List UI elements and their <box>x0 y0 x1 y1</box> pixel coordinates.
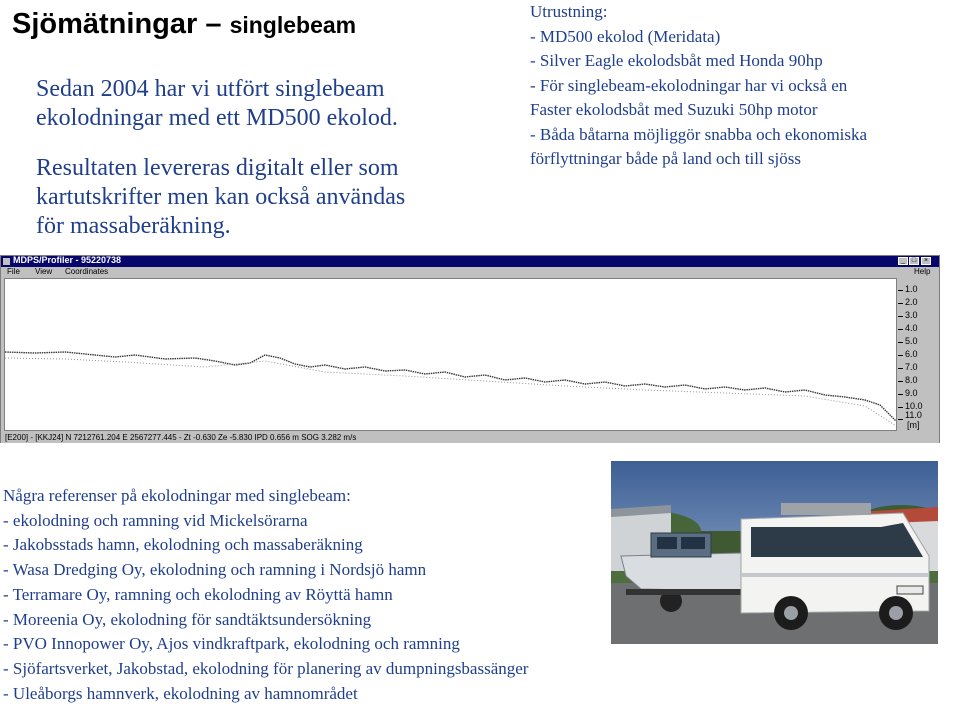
scale-tick-label: 4.0 <box>905 323 918 333</box>
depth-profile-secondary-line <box>5 358 896 426</box>
photo-illustration <box>611 461 938 644</box>
equipment-item: - Silver Eagle ekolodsbåt med Honda 90hp <box>530 51 823 70</box>
title-dash: – <box>197 8 230 40</box>
maximize-icon[interactable]: □ <box>909 257 919 265</box>
scale-tick-label: 6.0 <box>905 349 918 359</box>
scale-tick-mark <box>898 342 903 343</box>
close-icon[interactable]: × <box>921 257 931 265</box>
reference-item: - Uleåborgs hamnverk, ekolodning av hamnområdet <box>3 683 358 703</box>
scale-unit: [m] <box>907 420 920 430</box>
depth-scale <box>898 278 938 431</box>
intro-paragraph-1 <box>36 75 398 133</box>
intro-line: Resultaten levereras digitalt eller som <box>36 155 399 181</box>
intro-line: för massaberäkning. <box>36 213 231 239</box>
depth-profile-plot <box>4 278 897 431</box>
scale-tick-mark <box>898 355 903 356</box>
intro-paragraph-2 <box>36 154 405 241</box>
scale-tick-mark <box>898 316 903 317</box>
scale-tick-mark <box>898 407 903 408</box>
scale-tick-mark <box>898 290 903 291</box>
scale-tick-mark <box>898 329 903 330</box>
title-main: Sjömätningar <box>12 8 198 40</box>
depth-profile-svg <box>5 279 896 430</box>
intro-line: Sedan 2004 har vi utfört singlebeam <box>36 76 385 102</box>
scale-tick-mark <box>898 394 903 395</box>
reference-item: - PVO Innopower Oy, Ajos vindkraftpark, ekolodning och ramning <box>3 634 460 654</box>
equipment-list <box>530 0 867 172</box>
intro-line: ekolodningar med ett MD500 ekolod. <box>36 105 398 131</box>
menu-bar <box>1 267 939 277</box>
reference-item: - Jakobsstads hamn, ekolodning och massaberäkning <box>3 535 363 555</box>
equipment-item: - Båda båtarna möjliggör snabba och ekonomiska <box>530 124 868 144</box>
app-icon <box>3 258 10 265</box>
equipment-item: förflyttningar både på land och till sjöss <box>530 149 801 168</box>
scale-tick-mark <box>898 368 903 369</box>
minimize-icon[interactable]: _ <box>898 257 908 265</box>
scale-tick-label: 5.0 <box>905 336 918 346</box>
reference-item: - Sjöfartsverket, Jakobstad, ekolodning för planering av dumpningsbassänger <box>3 658 529 678</box>
menu-help[interactable]: Help <box>914 267 931 276</box>
reference-item: - Terramare Oy, ramning och ekolodning av Röyttä hamn <box>3 584 393 604</box>
title-sub: singlebeam <box>229 12 357 38</box>
page-title <box>12 8 356 41</box>
scale-tick-label: 10.0 <box>905 401 923 411</box>
references-heading: Några referenser på ekolodningar med singlebeam: <box>3 486 351 505</box>
equipment-item: Faster ekolodsbåt med Suzuki 50hp motor <box>530 100 818 119</box>
depth-profile-line <box>5 352 896 421</box>
menu-coordinates[interactable]: Coordinates <box>65 267 109 276</box>
scale-tick-label: 9.0 <box>905 388 918 398</box>
reference-item: - Moreenia Oy, ekolodning för sandtäktsundersökning <box>3 609 372 629</box>
equipment-item: - För singlebeam-ekolodningar har vi också en <box>530 75 848 95</box>
status-bar <box>1 433 939 443</box>
scale-tick-mark <box>898 303 903 304</box>
scale-tick-label: 2.0 <box>905 297 918 307</box>
reference-item: - ekolodning och ramning vid Mickelsörarna <box>3 510 308 530</box>
reference-item: - Wasa Dredging Oy, ekolodning och ramning i Nordsjö hamn <box>3 560 427 580</box>
boat-and-van-photo <box>611 461 938 644</box>
window-title-bar <box>1 256 939 267</box>
scale-tick-label: 1.0 <box>905 284 918 294</box>
references-list <box>3 484 528 706</box>
scale-tick-mark <box>898 419 903 420</box>
intro-line: kartutskrifter men kan också användas <box>36 184 406 210</box>
scale-tick-label: 11.0 <box>905 410 922 420</box>
scale-tick-label: 8.0 <box>905 375 918 385</box>
equipment-item: - MD500 ekolod (Meridata) <box>530 26 721 46</box>
profiler-window <box>0 255 940 443</box>
scale-tick-label: 3.0 <box>905 310 918 320</box>
menu-view[interactable]: View <box>35 267 53 276</box>
scale-tick-label: 7.0 <box>905 362 918 372</box>
equipment-heading: Utrustning: <box>530 2 608 21</box>
scale-tick-mark <box>898 381 903 382</box>
window-title: MDPS/Profiler - 95220738 <box>13 255 122 265</box>
status-text: [E200] - [KKJ24] N 7212761.204 E 2567277.445 - Zt -0.630 Ze -5.830 IPD 0.656 m SOG 3.282 m/s <box>5 433 357 442</box>
menu-file[interactable]: File <box>7 267 20 276</box>
